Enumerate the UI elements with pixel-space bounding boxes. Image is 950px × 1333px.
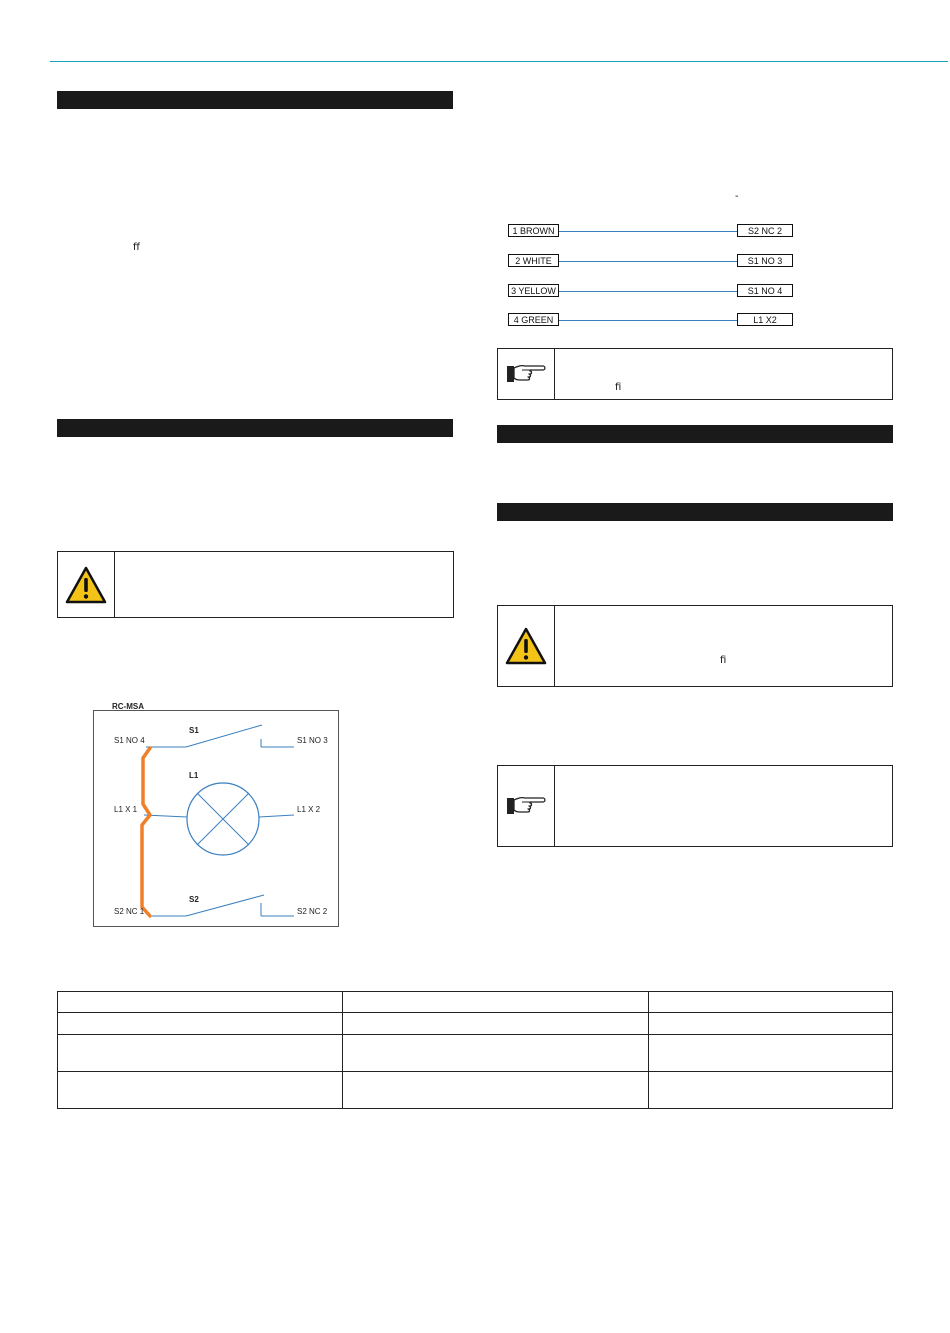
diagram-title: RC-MSA [112, 702, 144, 711]
s1-label: S1 [189, 726, 199, 735]
wire-line [559, 231, 737, 232]
table-cell [58, 1072, 343, 1109]
s2-nc1-label: S2 NC 1 [114, 907, 145, 916]
table-cell [649, 1013, 893, 1035]
s1-no4-label: S1 NO 4 [114, 736, 145, 745]
table-cell [58, 1013, 343, 1035]
section-header-bar [57, 419, 453, 437]
note-box [497, 348, 893, 400]
l1-x1-label: L1 X 1 [114, 805, 138, 814]
pointing-hand-icon [506, 361, 546, 387]
wire-line [559, 291, 737, 292]
wire-right-label: L1 X2 [737, 313, 793, 326]
pointing-hand-icon [506, 793, 546, 819]
warning-icon-cell [498, 606, 555, 686]
wire-right-label: S1 NO 4 [737, 284, 793, 297]
warning-box [497, 605, 893, 687]
table-cell [58, 992, 343, 1013]
table-row [58, 1072, 893, 1109]
spec-table [57, 991, 893, 1109]
dash-mark: - [735, 191, 739, 202]
warning-icon-cell [58, 552, 115, 617]
warning-box [57, 551, 454, 618]
table-cell [342, 992, 649, 1013]
wire-left-label: 1 BROWN [508, 224, 559, 237]
table-cell [342, 1035, 649, 1072]
wire-table [508, 224, 794, 336]
wire-left-label: 4 GREEN [508, 313, 559, 326]
note-icon-cell [498, 349, 555, 399]
l1-label: L1 [189, 771, 199, 780]
circuit-diagram [93, 702, 339, 927]
header-rule [50, 61, 948, 62]
ligature-text: ff [133, 242, 140, 253]
section-header-bar [497, 425, 893, 443]
wire-line [559, 320, 737, 321]
wire-left-label: 2 WHITE [508, 254, 559, 267]
ligature-text: fi [615, 382, 622, 393]
note-icon-cell [498, 766, 555, 846]
note-box [497, 765, 893, 847]
table-row [58, 992, 893, 1013]
warning-icon [504, 626, 548, 666]
warning-icon [64, 565, 108, 605]
ligature-text: fi [720, 655, 727, 666]
s1-no3-label: S1 NO 3 [297, 736, 328, 745]
wire-left-label: 3 YELLOW [508, 284, 559, 297]
table-row [58, 1013, 893, 1035]
l1-x2-label: L1 X 2 [297, 805, 321, 814]
wire-line [559, 261, 737, 262]
table-cell [342, 1072, 649, 1109]
section-header-bar [57, 91, 453, 109]
table-row [58, 1035, 893, 1072]
table-cell [58, 1035, 343, 1072]
wire-right-label: S2 NC 2 [737, 224, 793, 237]
table-cell [649, 1072, 893, 1109]
table-cell [342, 1013, 649, 1035]
table-cell [649, 1035, 893, 1072]
section-header-bar [497, 503, 893, 521]
wire-right-label: S1 NO 3 [737, 254, 793, 267]
s2-label: S2 [189, 895, 199, 904]
s2-nc2-label: S2 NC 2 [297, 907, 328, 916]
table-cell [649, 992, 893, 1013]
